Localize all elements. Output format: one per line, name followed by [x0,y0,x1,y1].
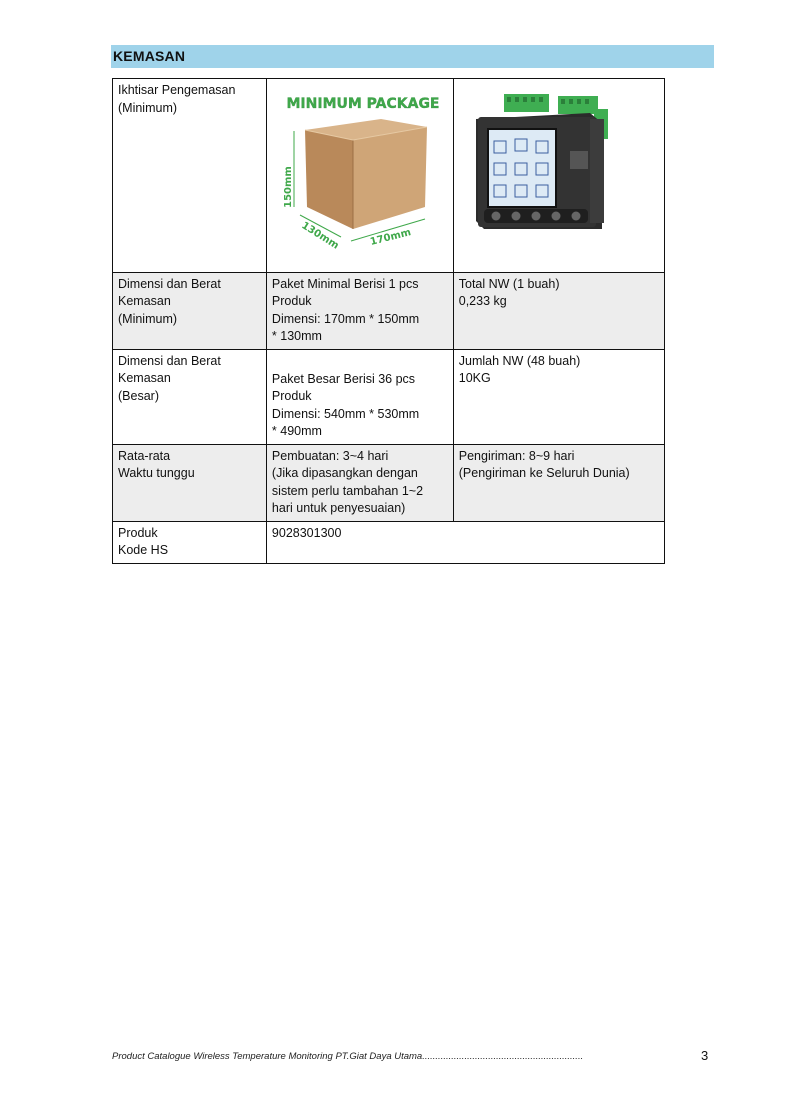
device-image [454,79,662,266]
large-weight-line: Jumlah NW (48 buah) [458,353,581,368]
table-row-min [113,272,665,349]
lead-label-line: Waktu tunggu [118,466,195,480]
packaging-table [112,78,665,564]
large-desc-line: Produk [271,389,312,403]
lead-label-line: Rata-rata [118,448,171,463]
min-desc-line: Paket Minimal Berisi 1 pcs [271,276,419,291]
min-desc-cell [266,272,453,349]
large-label-cell [113,349,267,444]
hs-code-cell [266,521,664,563]
hs-label-line: Kode HS [118,543,169,557]
min-desc-line: Dimensi: 170mm * 150mm [271,311,420,326]
min-weight-line: Total NW (1 buah) [458,276,560,291]
min-label-line: Kemasan [118,294,171,308]
dim-height-label: 150mm [282,166,294,208]
shipping-time-cell [453,444,664,521]
footer-text: Product Catalogue Wireless Temperature Monitoring PT.Giat Daya Utama............................................................. [112,1051,584,1062]
hs-label-line: Produk [118,525,158,540]
section-title: KEMASAN [113,48,186,64]
device-image-cell [453,79,664,273]
dim-depth-label: 130mm [299,220,341,252]
min-weight-cell [453,272,664,349]
large-desc-line: Dimensi: 540mm * 530mm [271,406,420,421]
overview-sub: (Minimum) [118,100,178,115]
table-row-large [113,349,665,444]
lead-label-cell [113,444,267,521]
large-label-line: (Besar) [118,388,159,403]
large-label-line: Dimensi dan Berat [118,353,221,368]
hs-code-value: 9028301300 [271,525,342,540]
large-desc-line: Paket Besar Berisi 36 pcs [271,371,416,386]
min-label-cell [113,272,267,349]
shipping-line: (Pengiriman ke Seluruh Dunia) [458,466,630,480]
dim-width-label: 170mm [368,227,413,248]
min-desc-line: Produk [271,294,312,308]
production-line: sistem perlu tambahan 1~2 [271,483,424,498]
table-row-hs-code [113,521,665,563]
shipping-line: Pengiriman: 8~9 hari [458,448,575,463]
section-header-bar [111,45,714,68]
overview-label-cell [113,79,267,273]
production-line: hari untuk penyesuaian) [271,501,406,515]
min-weight-line: 0,233 kg [458,294,507,308]
large-desc-cell [266,349,453,444]
table-row-lead-time [113,444,665,521]
large-weight-line: 10KG [458,371,491,385]
large-label-line: Kemasan [118,371,171,385]
package-image-cell [266,79,453,273]
production-time-cell [266,444,453,521]
page-number: 3 [701,1048,709,1063]
production-line: Pembuatan: 3~4 hari [271,448,389,463]
package-box-image [267,79,453,266]
package-title: MINIMUM PACKAGE [286,96,440,112]
min-label-line: (Minimum) [118,311,178,326]
min-label-line: Dimensi dan Berat [118,276,221,291]
large-desc-line: * 490mm [271,424,322,438]
min-desc-line: * 130mm [271,329,322,343]
production-line: (Jika dipasangkan dengan [271,466,418,480]
large-weight-cell [453,349,664,444]
hs-label-cell [113,521,267,563]
table-row-overview [113,79,665,273]
overview-label: Ikhtisar Pengemasan [118,83,236,97]
